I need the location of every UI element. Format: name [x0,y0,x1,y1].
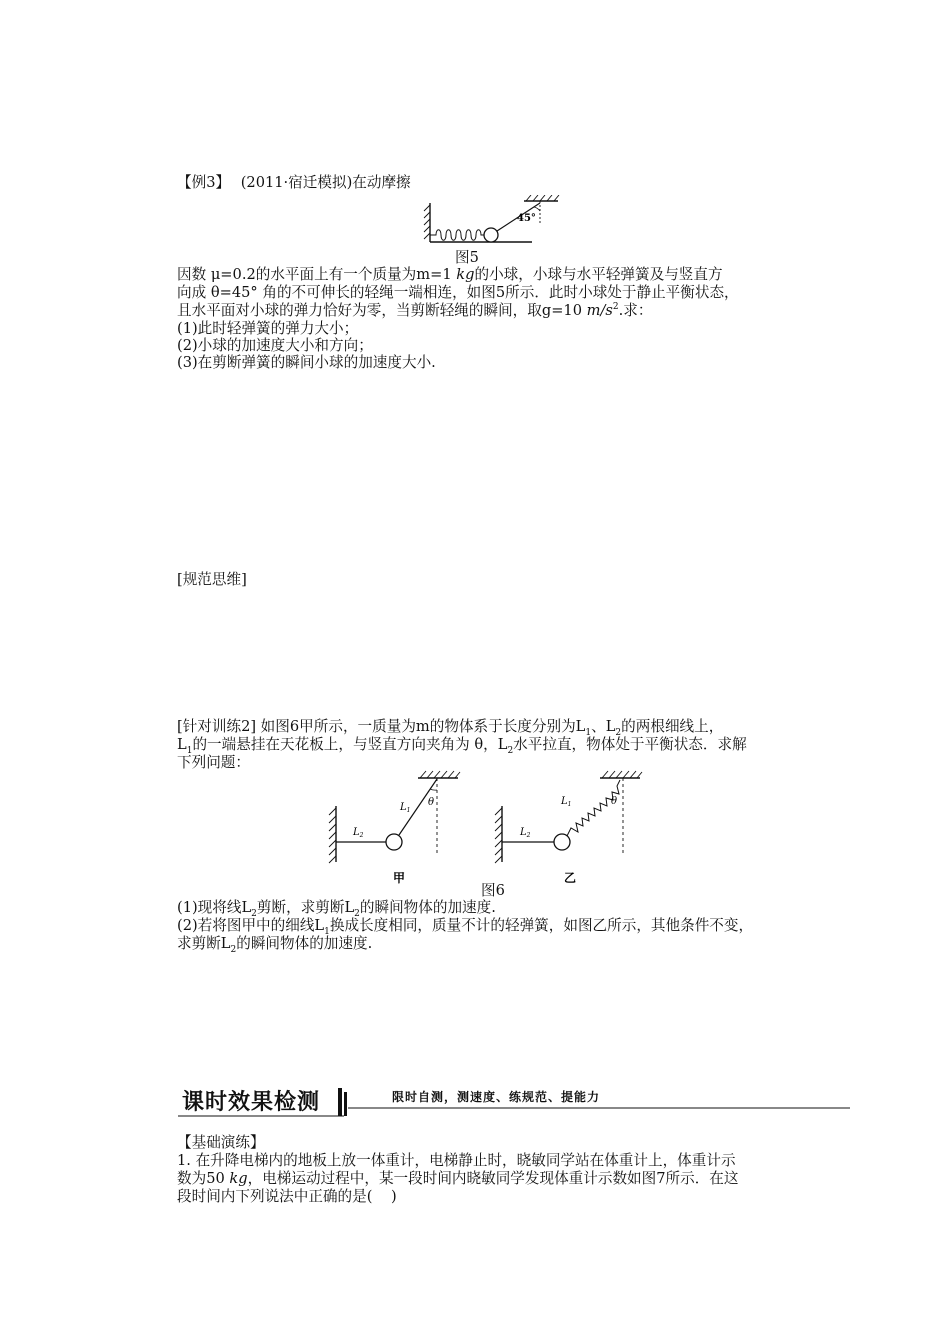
example3-question1: (1)此时轻弹簧的弹力大小； [177,320,359,337]
basic-line2: 数为50 kg，电梯运动过程中，某一段时间内晓敏同学发现体重计示数如图7所示．在这 [177,1170,739,1187]
figure-6-caption: 图6 [481,882,505,899]
figure-5-spring-ball [420,195,565,245]
figure-right-name: 乙 [564,871,577,885]
basic-line1: 1. 在升降电梯内的地板上放一体重计，电梯静止时，晓敏同学站在体重计上，体重计示 [177,1152,736,1169]
figure-6-right [495,771,642,885]
L2-label-right: $L_2$ [520,827,531,839]
training2-line3: 下列问题： [177,754,250,771]
figure-6-left [329,771,460,885]
training2-line1: [针对训练2] 如图6甲所示，一质量为m的物体系于长度分别为$L_1$、$L_2$的两根细线上， [177,718,724,738]
angle-label: 45° [517,213,536,224]
theta-label-left: θ [428,797,435,808]
example3-line3: 且水平面对小球的弹力恰好为零，当剪断轻绳的瞬间，取g=10 $m/s^2$.求： [177,302,653,319]
training2-line2: $L_1$的一端悬挂在天花板上，与竖直方向夹角为 θ，$L_2$水平拉直，物体处于平衡状态．求解 [177,736,747,756]
banner-title: 课时效果检测 [182,1090,321,1115]
banner-subtitle: 限时自测，测速度、练规范、提能力 [392,1090,601,1104]
norm-thinking-label: [规范思维] [177,571,247,588]
example-label: 【例3】 [177,174,231,191]
L1-label-right: $L_1$ [561,796,572,808]
training2-question1: (1)现将线$L_2$剪断，求剪断$L_2$的瞬间物体的加速度. [177,899,496,919]
basic-heading: 【基础演练】 [177,1134,265,1151]
example3-line1: 因数 μ=0.2的水平面上有一个质量为m=1 kg的小球，小球与水平轻弹簧及与竖直方 [177,266,723,283]
figure-left-name: 甲 [393,871,406,885]
figure-5-caption: 图5 [455,249,479,266]
example3-question2: (2)小球的加速度大小和方向； [177,337,373,354]
basic-line3: 段时间内下列说法中正确的是( ) [177,1188,397,1205]
example-source: (2011·宿迁模拟)在动摩擦 [240,174,411,191]
training2-question2: (2)若将图甲中的细线$L_1$换成长度相同，质量不计的轻弹簧，如图乙所示，其他条件不变， [177,917,754,937]
training2-question2-cont: 求剪断$L_2$的瞬间物体的加速度. [177,935,373,955]
theta-label-right: θ [611,796,618,807]
figure-6-diagrams [320,768,660,886]
example3-line2: 向成 θ=45° 角的不可伸长的轻绳一端相连，如图5所示．此时小球处于静止平衡状态， [177,284,739,301]
L2-label-left: $L_2$ [353,827,364,839]
L1-label-left: $L_1$ [400,802,411,814]
example3-heading [177,174,411,191]
example3-question3: (3)在剪断弹簧的瞬间小球的加速度大小. [177,354,436,371]
